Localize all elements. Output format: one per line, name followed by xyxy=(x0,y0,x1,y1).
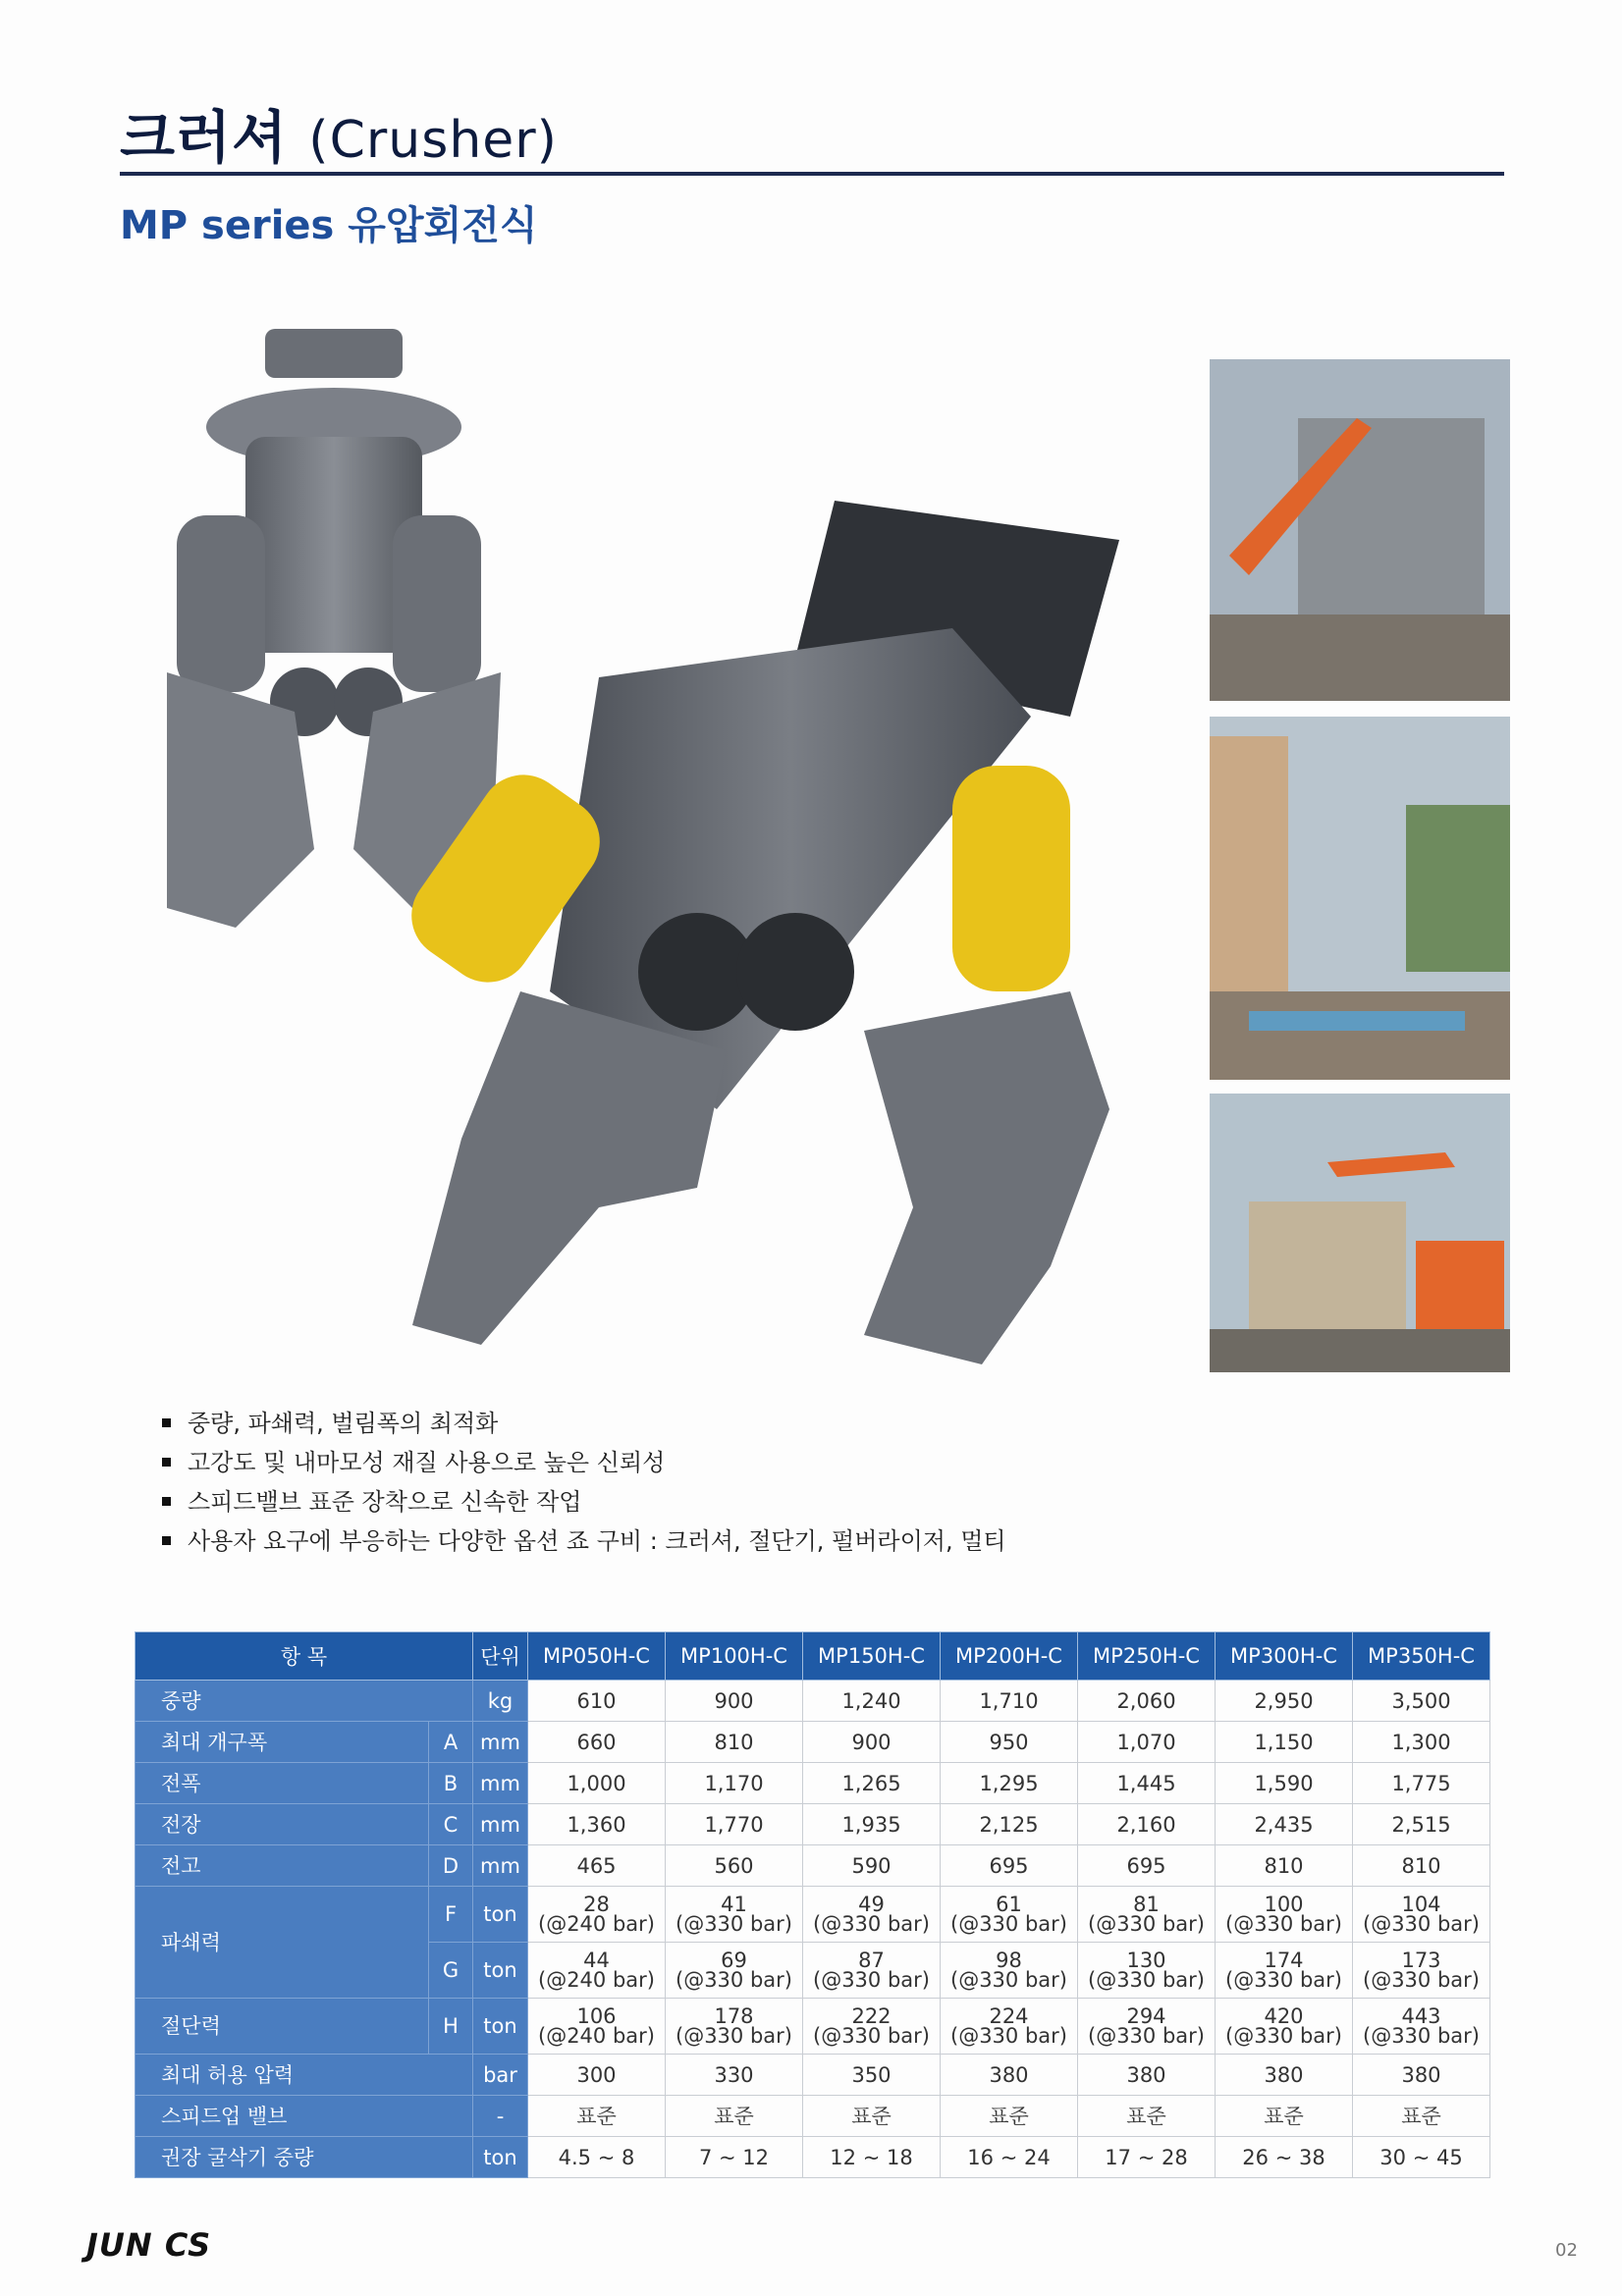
table-cell xyxy=(941,1999,1078,2055)
row-label: 전고 xyxy=(135,1845,429,1887)
site-photo-1 xyxy=(1210,359,1510,701)
table-cell: 1,775 xyxy=(1353,1763,1490,1804)
table-cell xyxy=(528,1887,666,1943)
row-dimension-letter: H xyxy=(429,1999,473,2055)
table-cell: 465 xyxy=(528,1845,666,1887)
table-cell: 2,435 xyxy=(1216,1804,1353,1845)
force-value: 222 xyxy=(851,2004,892,2028)
force-value: 104 xyxy=(1401,1893,1441,1916)
table-cell: 810 xyxy=(666,1722,803,1763)
table-cell: 2,060 xyxy=(1078,1681,1216,1722)
table-cell: 695 xyxy=(1078,1845,1216,1887)
table-cell: 380 xyxy=(1216,2055,1353,2096)
table-cell: 1,265 xyxy=(803,1763,941,1804)
table-cell: 표준 xyxy=(803,2096,941,2137)
pressure-note: (@330 bar) xyxy=(950,1968,1067,1992)
table-cell: 560 xyxy=(666,1845,803,1887)
pressure-note: (@330 bar) xyxy=(1225,1912,1342,1936)
table-row xyxy=(135,1681,1490,1722)
row-dimension-letter: F xyxy=(429,1887,473,1943)
table-cell xyxy=(528,1943,666,1999)
row-label: 최대 허용 압력 xyxy=(135,2055,473,2096)
table-row xyxy=(135,2055,1490,2096)
feature-item: 스피드밸브 표준 장착으로 신속한 작업 xyxy=(162,1482,1006,1522)
force-value: 173 xyxy=(1401,1949,1441,1972)
pressure-note: (@330 bar) xyxy=(1088,1968,1205,1992)
row-dimension-letter: A xyxy=(429,1722,473,1763)
pressure-note: (@330 bar) xyxy=(1088,1912,1205,1936)
row-unit: mm xyxy=(473,1804,528,1845)
feature-item: 사용자 요구에 부응하는 다양한 옵션 죠 구비 : 크러셔, 절단기, 펄버라이저, 멀티 xyxy=(162,1522,1006,1561)
title-divider xyxy=(120,172,1504,176)
pressure-note: (@330 bar) xyxy=(813,1912,930,1936)
row-dimension-letter: C xyxy=(429,1804,473,1845)
page-number: 02 xyxy=(1555,2240,1578,2261)
page-title xyxy=(120,98,1504,180)
row-unit: bar xyxy=(473,2055,528,2096)
header-model: MP250H-C xyxy=(1078,1632,1216,1681)
table-cell: 2,160 xyxy=(1078,1804,1216,1845)
table-cell: 1,300 xyxy=(1353,1722,1490,1763)
table-cell: 표준 xyxy=(1353,2096,1490,2137)
pressure-note: (@330 bar) xyxy=(676,2024,792,2048)
row-unit: mm xyxy=(473,1722,528,1763)
pressure-note: (@330 bar) xyxy=(1363,1912,1480,1936)
force-value: 49 xyxy=(858,1893,885,1916)
row-dimension-letter: D xyxy=(429,1845,473,1887)
spec-table xyxy=(135,1631,1490,2178)
pressure-note: (@330 bar) xyxy=(1088,2024,1205,2048)
pressure-note: (@240 bar) xyxy=(538,1912,655,1936)
table-cell: 380 xyxy=(1353,2055,1490,2096)
pressure-note: (@330 bar) xyxy=(1363,1968,1480,1992)
header-model: MP150H-C xyxy=(803,1632,941,1681)
table-cell: 1,295 xyxy=(941,1763,1078,1804)
table-cell xyxy=(666,1943,803,1999)
table-cell: 17 ~ 28 xyxy=(1078,2137,1216,2178)
pressure-note: (@240 bar) xyxy=(538,2024,655,2048)
table-cell: 1,070 xyxy=(1078,1722,1216,1763)
pressure-note: (@330 bar) xyxy=(813,2024,930,2048)
table-cell: 2,950 xyxy=(1216,1681,1353,1722)
header-model: MP350H-C xyxy=(1353,1632,1490,1681)
pressure-note: (@330 bar) xyxy=(950,2024,1067,2048)
table-cell xyxy=(803,1943,941,1999)
row-unit: kg xyxy=(473,1681,528,1722)
table-cell: 표준 xyxy=(666,2096,803,2137)
row-unit: ton xyxy=(473,1999,528,2055)
table-header-row xyxy=(135,1632,1490,1681)
table-cell: 30 ~ 45 xyxy=(1353,2137,1490,2178)
table-cell: 1,150 xyxy=(1216,1722,1353,1763)
table-cell: 900 xyxy=(666,1681,803,1722)
table-cell xyxy=(1078,1887,1216,1943)
table-cell xyxy=(666,1999,803,2055)
force-value: 87 xyxy=(858,1949,885,1972)
force-value: 28 xyxy=(583,1893,610,1916)
table-row xyxy=(135,1763,1490,1804)
force-value: 41 xyxy=(721,1893,747,1916)
table-cell: 350 xyxy=(803,2055,941,2096)
table-cell: 표준 xyxy=(1078,2096,1216,2137)
pressure-note: (@330 bar) xyxy=(676,1968,792,1992)
force-value: 61 xyxy=(996,1893,1022,1916)
table-cell: 810 xyxy=(1216,1845,1353,1887)
pressure-note: (@330 bar) xyxy=(1363,2024,1480,2048)
force-value: 98 xyxy=(996,1949,1022,1972)
header-model: MP200H-C xyxy=(941,1632,1078,1681)
table-cell: 590 xyxy=(803,1845,941,1887)
header-unit: 단위 xyxy=(473,1632,528,1681)
table-cell xyxy=(1353,1943,1490,1999)
table-cell: 950 xyxy=(941,1722,1078,1763)
header-item: 항 목 xyxy=(135,1632,473,1681)
feature-item: 중량, 파쇄력, 벌림폭의 최적화 xyxy=(162,1404,1006,1443)
header-model: MP300H-C xyxy=(1216,1632,1353,1681)
table-cell: 330 xyxy=(666,2055,803,2096)
pressure-note: (@330 bar) xyxy=(1225,1968,1342,1992)
table-cell: 1,710 xyxy=(941,1681,1078,1722)
row-dimension-letter: B xyxy=(429,1763,473,1804)
force-value: 294 xyxy=(1126,2004,1166,2028)
header-model: MP050H-C xyxy=(528,1632,666,1681)
feature-item: 고강도 및 내마모성 재질 사용으로 높은 신뢰성 xyxy=(162,1443,1006,1482)
pressure-note: (@330 bar) xyxy=(676,1912,792,1936)
row-dimension-letter: G xyxy=(429,1943,473,1999)
table-cell xyxy=(803,1999,941,2055)
table-cell: 1,170 xyxy=(666,1763,803,1804)
table-cell: 12 ~ 18 xyxy=(803,2137,941,2178)
table-cell: 26 ~ 38 xyxy=(1216,2137,1353,2178)
row-unit: ton xyxy=(473,1887,528,1943)
table-cell xyxy=(941,1943,1078,1999)
table-cell: 380 xyxy=(1078,2055,1216,2096)
table-cell: 3,500 xyxy=(1353,1681,1490,1722)
force-value: 178 xyxy=(714,2004,754,2028)
row-label: 스피드업 밸브 xyxy=(135,2096,473,2137)
table-cell xyxy=(1216,1999,1353,2055)
table-cell: 300 xyxy=(528,2055,666,2096)
table-row xyxy=(135,1722,1490,1763)
row-label: 권장 굴삭기 중량 xyxy=(135,2137,473,2178)
table-cell xyxy=(1216,1887,1353,1943)
table-cell xyxy=(528,1999,666,2055)
force-value: 69 xyxy=(721,1949,747,1972)
table-cell xyxy=(666,1887,803,1943)
table-cell: 2,125 xyxy=(941,1804,1078,1845)
table-cell xyxy=(941,1887,1078,1943)
row-label: 전폭 xyxy=(135,1763,429,1804)
row-label: 중량 xyxy=(135,1681,473,1722)
table-cell xyxy=(1353,1887,1490,1943)
row-unit: ton xyxy=(473,2137,528,2178)
row-unit: mm xyxy=(473,1763,528,1804)
pressure-note: (@240 bar) xyxy=(538,1968,655,1992)
site-photo-3 xyxy=(1210,1094,1510,1372)
table-cell xyxy=(803,1887,941,1943)
pressure-note: (@330 bar) xyxy=(1225,2024,1342,2048)
table-cell: 900 xyxy=(803,1722,941,1763)
table-cell: 695 xyxy=(941,1845,1078,1887)
header-model: MP100H-C xyxy=(666,1632,803,1681)
force-value: 224 xyxy=(989,2004,1029,2028)
table-cell xyxy=(1353,1999,1490,2055)
row-unit: - xyxy=(473,2096,528,2137)
pressure-note: (@330 bar) xyxy=(950,1912,1067,1936)
table-cell: 660 xyxy=(528,1722,666,1763)
force-value: 443 xyxy=(1401,2004,1441,2028)
table-cell: 1,590 xyxy=(1216,1763,1353,1804)
row-label: 전장 xyxy=(135,1804,429,1845)
table-cell: 표준 xyxy=(1216,2096,1353,2137)
feature-list xyxy=(162,1404,1006,1561)
brand-logo: JUN CS xyxy=(86,2226,212,2264)
force-value: 81 xyxy=(1133,1893,1160,1916)
row-label: 절단력 xyxy=(135,1999,429,2055)
force-value: 106 xyxy=(576,2004,617,2028)
table-cell: 610 xyxy=(528,1681,666,1722)
force-value: 174 xyxy=(1264,1949,1304,1972)
force-value: 100 xyxy=(1264,1893,1304,1916)
table-cell: 1,240 xyxy=(803,1681,941,1722)
table-row xyxy=(135,2096,1490,2137)
table-cell: 4.5 ~ 8 xyxy=(528,2137,666,2178)
row-unit: mm xyxy=(473,1845,528,1887)
table-cell: 1,360 xyxy=(528,1804,666,1845)
table-cell xyxy=(1216,1943,1353,1999)
title-korean: 크러셔 xyxy=(120,104,289,171)
table-cell: 표준 xyxy=(941,2096,1078,2137)
table-row xyxy=(135,1804,1490,1845)
product-image-large xyxy=(403,501,1129,1384)
table-cell: 1,445 xyxy=(1078,1763,1216,1804)
title-english: (Crusher) xyxy=(308,111,558,170)
site-photo-2 xyxy=(1210,717,1510,1080)
pressure-note: (@330 bar) xyxy=(813,1968,930,1992)
table-cell: 표준 xyxy=(528,2096,666,2137)
table-cell xyxy=(1078,1999,1216,2055)
row-label: 파쇄력 xyxy=(135,1887,429,1999)
table-row xyxy=(135,2137,1490,2178)
row-unit: ton xyxy=(473,1943,528,1999)
table-cell: 7 ~ 12 xyxy=(666,2137,803,2178)
table-cell xyxy=(1078,1943,1216,1999)
series-subtitle: MP series 유압회전식 xyxy=(120,203,538,248)
table-row xyxy=(135,1887,1490,1943)
row-label: 최대 개구폭 xyxy=(135,1722,429,1763)
table-cell: 810 xyxy=(1353,1845,1490,1887)
table-cell: 1,770 xyxy=(666,1804,803,1845)
table-row xyxy=(135,1999,1490,2055)
table-cell: 1,935 xyxy=(803,1804,941,1845)
table-row xyxy=(135,1845,1490,1887)
table-cell: 1,000 xyxy=(528,1763,666,1804)
force-value: 420 xyxy=(1264,2004,1304,2028)
table-cell: 2,515 xyxy=(1353,1804,1490,1845)
force-value: 130 xyxy=(1126,1949,1166,1972)
table-cell: 380 xyxy=(941,2055,1078,2096)
force-value: 44 xyxy=(583,1949,610,1972)
table-cell: 16 ~ 24 xyxy=(941,2137,1078,2178)
